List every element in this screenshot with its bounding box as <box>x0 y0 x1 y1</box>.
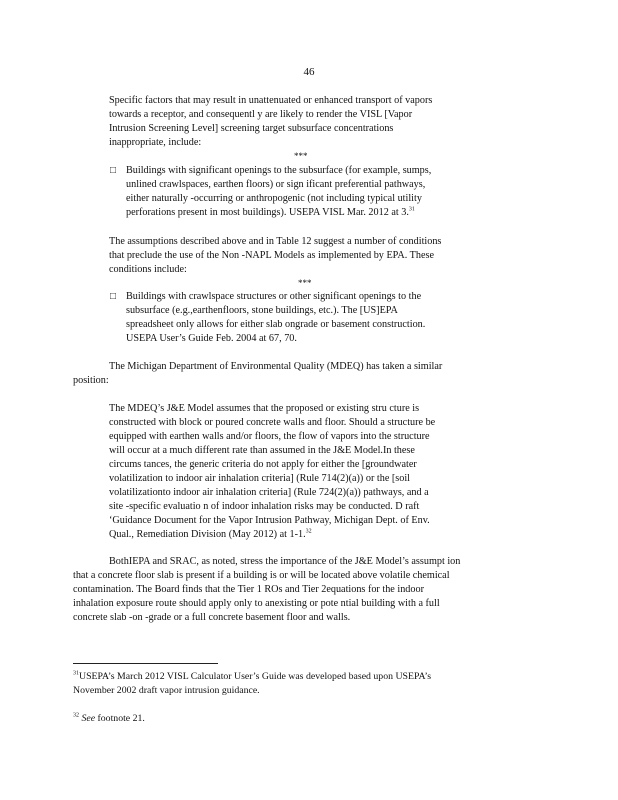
quote1-line-4: inappropriate, include: <box>109 137 202 148</box>
quote2-line-6: volatilization to indoor air inhalation criteria] (Rule 714(2)(a)) or the [soil <box>109 473 410 484</box>
para4-line-1: BothIEPA and SRAC, as noted, stress the importance of the J&E Model’s assumpt ion <box>109 556 461 567</box>
bullet1-line-4 <box>126 207 415 219</box>
bullet1-line-2: unlined crawlspaces, earthen floors) or sign ificant preferential pathways, <box>126 179 426 190</box>
bullet-icon: □ <box>110 291 117 302</box>
quote1-line-2: towards a receptor, and consequentl y are likely to render the VISL [Vapor <box>109 109 413 120</box>
quote2-line-1: The MDEQ’s J&E Model assumes that the proposed or existing stru cture is <box>109 403 420 414</box>
quote2-line-9: ‘Guidance Document for the Vapor Intrusion Pathway, Michigan Dept. of Env. <box>109 515 430 526</box>
footnote-divider <box>73 663 218 664</box>
bullet2-line-1: Buildings with crawlspace structures or other significant openings to the <box>126 291 422 302</box>
bullet1-line-1: Buildings with significant openings to the subsurface (for example, sumps, <box>126 165 432 176</box>
quote2-line-10 <box>109 529 312 541</box>
footnote32-text: footnote 21. <box>95 713 145 724</box>
bullet1-line-4-text: perforations present in most buildings). USEPA VISL Mar. 2012 at 3. <box>126 207 409 218</box>
para4-line-5: concrete slab -on -grade or a full concrete basement floor and walls. <box>73 612 351 623</box>
para2-line-3: conditions include: <box>109 264 187 275</box>
para4-line-2: that a concrete floor slab is present if a building is or will be located above volatile chemical <box>73 570 450 581</box>
footnote32-see: See <box>81 713 96 724</box>
footnote32-mark: 32 <box>73 712 79 719</box>
para2-line-2: that preclude the use of the Non -NAPL Models as implemented by EPA. These <box>109 250 434 261</box>
bullet2-line-4: USEPA User’s Guide Feb. 2004 at 67, 70. <box>126 333 297 344</box>
footnote31-mark: 31 <box>73 670 79 677</box>
bullet1-line-3: either naturally -occurring or anthropogenic (not including typical utility <box>126 193 422 204</box>
quote2-line-10-text: Qual., Remediation Division (May 2012) at 1-1. <box>109 529 306 540</box>
quote2-line-3: equipped with earthen walls and/or floors, the flow of vapors into the structure <box>109 431 430 442</box>
para3-line-1: The Michigan Department of Environmental Quality (MDEQ) has taken a similar <box>109 361 443 372</box>
para2-line-1: The assumptions described above and in Table 12 suggest a number of conditions <box>109 236 442 247</box>
quote2-line-7: volatilizationto indoor air inhalation criteria] (Rule 724(2)(a)) pathways, and a <box>109 487 429 498</box>
footnote-32 <box>73 713 145 725</box>
para4-line-3: contamination. The Board finds that the Tier 1 ROs and Tier 2equations for the indoor <box>73 584 424 595</box>
bullet2-line-2: subsurface (e.g.,earthenfloors, stone buildings, etc.). The [US]EPA <box>126 305 398 316</box>
separator-stars-1: *** <box>294 151 308 161</box>
footnote31-line-1-text: USEPA’s March 2012 VISL Calculator User’s Guide was developed based upon USEPA’s <box>79 671 432 682</box>
para4-line-4: inhalation exposure route should apply only to anexisting or pote ntial building with a full <box>73 598 440 609</box>
quote2-line-8: site -specific evaluatio n of indoor inhalation risks may be conducted. D raft <box>109 501 420 512</box>
quote1-line-1: Specific factors that may result in unattenuated or enhanced transport of vapors <box>109 95 433 106</box>
page-number: 46 <box>303 66 315 78</box>
footnote31-line-1 <box>73 671 431 683</box>
quote1-line-3: Intrusion Screening Level] screening target subsurface concentrations <box>109 123 394 134</box>
quote2-line-2: constructed with block or poured concrete walls and floor. Should a structure be <box>109 417 436 428</box>
footnote31-line-2: November 2002 draft vapor intrusion guidance. <box>73 685 260 696</box>
separator-stars-2: *** <box>298 278 312 288</box>
quote2-line-4: will occur at a much different rate than assumed in the J&E Model.In these <box>109 445 415 456</box>
bullet-icon: □ <box>110 165 117 176</box>
para3-line-2: position: <box>73 375 109 386</box>
footnote-ref-32: 32 <box>305 528 312 535</box>
bullet2-line-3: spreadsheet only allows for either slab ongrade or basement construction. <box>126 319 426 330</box>
quote2-line-5: circums tances, the generic criteria do not apply for either the [groundwater <box>109 459 417 470</box>
footnote-ref-31: 31 <box>408 206 415 213</box>
